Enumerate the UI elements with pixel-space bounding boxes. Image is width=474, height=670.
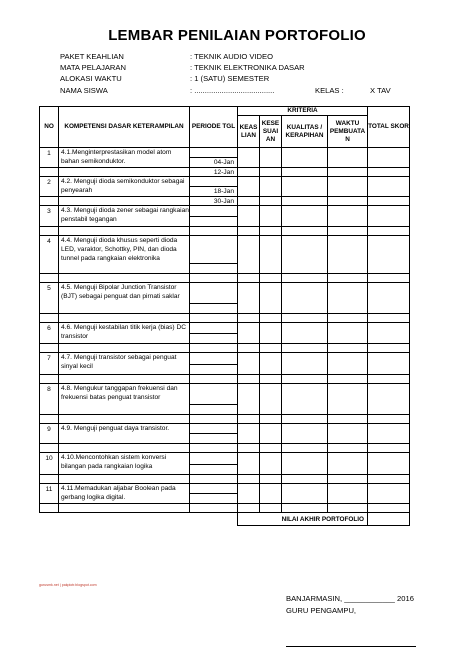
- score-cell[interactable]: [368, 197, 410, 206]
- score-cell[interactable]: [282, 353, 328, 375]
- row-number: [40, 274, 59, 283]
- score-cell[interactable]: [238, 424, 260, 444]
- table-row: [40, 197, 410, 206]
- competency-text: [59, 314, 190, 323]
- competency-text: 4.10.Mencontohkan sistem konversi bilangan pada rangkaian logika: [59, 453, 190, 475]
- competency-text: [59, 415, 190, 424]
- competency-text: 4.7. Menguji transistor sebagai penguat sinyal kecil: [59, 353, 190, 375]
- score-cell[interactable]: [282, 283, 328, 314]
- score-cell[interactable]: [260, 384, 282, 415]
- score-cell[interactable]: [328, 424, 368, 444]
- competency-text: [59, 475, 190, 484]
- score-cell[interactable]: [368, 323, 410, 344]
- header-total-skor: TOTAL SKOR: [368, 107, 410, 148]
- score-cell[interactable]: [282, 415, 328, 424]
- score-cell[interactable]: [260, 453, 282, 475]
- score-cell[interactable]: [328, 484, 368, 504]
- table-row: [40, 314, 410, 323]
- score-cell[interactable]: [238, 453, 260, 475]
- score-cell[interactable]: [328, 283, 368, 314]
- competency-text: 4.3. Menguji dioda zener sebagai rangkaian penstabil tegangan: [59, 206, 190, 227]
- table-row: [40, 177, 410, 187]
- score-cell[interactable]: [282, 197, 328, 206]
- row-number: [40, 375, 59, 384]
- score-cell[interactable]: [260, 274, 282, 283]
- period-date: [190, 177, 238, 187]
- paket-value: : TEKNIK AUDIO VIDEO: [190, 52, 273, 61]
- score-cell[interactable]: [282, 274, 328, 283]
- row-number: 9: [40, 424, 59, 444]
- final-row: [40, 513, 410, 526]
- score-cell[interactable]: [368, 415, 410, 424]
- score-cell[interactable]: [260, 227, 282, 236]
- competency-text: 4.4. Menguji dioda khusus seperti dioda LED, varaktor, Schottky, PIN, dan dioda tunnel pada rangkaian elektronika: [59, 236, 190, 274]
- table-row: [40, 168, 410, 177]
- table-row: [40, 424, 410, 434]
- alokasi-value: : 1 (SATU) SEMESTER: [190, 74, 270, 84]
- table-row: [40, 344, 410, 353]
- score-cell[interactable]: [282, 168, 328, 177]
- mapel-label: MATA PELAJARAN: [60, 63, 126, 73]
- period-date: [190, 264, 238, 274]
- header-periode: PERIODE TGL: [190, 107, 238, 148]
- competency-text: 4.2. Menguji dioda semikonduktor sebagai penyearah: [59, 177, 190, 197]
- table-row: [40, 484, 410, 494]
- nama-siswa-label: NAMA SISWA: [60, 85, 108, 95]
- score-cell[interactable]: [368, 177, 410, 197]
- score-cell[interactable]: [328, 353, 368, 375]
- score-cell[interactable]: [238, 197, 260, 206]
- header-waktu: WAKTU PEMBUATA N: [328, 116, 368, 148]
- row-number: 3: [40, 206, 59, 227]
- score-cell[interactable]: [238, 353, 260, 375]
- score-cell[interactable]: [238, 415, 260, 424]
- score-cell[interactable]: [282, 148, 328, 168]
- alokasi-label: ALOKASI WAKTU: [60, 74, 122, 84]
- score-cell[interactable]: [282, 453, 328, 475]
- portfolio-rows: [40, 148, 410, 526]
- score-cell[interactable]: [238, 283, 260, 314]
- row-number: [40, 444, 59, 453]
- score-cell[interactable]: [260, 444, 282, 453]
- period-date: [190, 353, 238, 365]
- score-cell[interactable]: [238, 227, 260, 236]
- table-row: [40, 148, 410, 158]
- score-cell[interactable]: [260, 168, 282, 177]
- row-number: 7: [40, 353, 59, 375]
- competency-text: 4.11.Memadukan aljabar Boolean pada gerbang logika digital.: [59, 484, 190, 504]
- period-date: [190, 323, 238, 334]
- table-row: [40, 353, 410, 365]
- footer-note: gurusmk.net | pakpiotr.blogspot.com: [39, 583, 97, 587]
- score-cell[interactable]: [368, 475, 410, 484]
- competency-text: 4.9. Menguji penguat daya transistor.: [59, 424, 190, 444]
- competency-text: [59, 444, 190, 453]
- score-cell[interactable]: [260, 375, 282, 384]
- table-row: [40, 206, 410, 217]
- score-cell[interactable]: [260, 353, 282, 375]
- table-row: [40, 504, 410, 513]
- score-cell[interactable]: [282, 484, 328, 504]
- final-score-cell[interactable]: [368, 513, 410, 526]
- period-date: [190, 304, 238, 314]
- row-number: 4: [40, 236, 59, 274]
- score-cell[interactable]: [282, 444, 328, 453]
- period-date: [190, 344, 238, 353]
- kelas-label: KELAS :: [315, 85, 344, 95]
- table-row: [40, 375, 410, 384]
- competency-text: [59, 227, 190, 236]
- score-cell[interactable]: [282, 344, 328, 353]
- score-cell[interactable]: [238, 177, 260, 197]
- header-no: NO: [40, 107, 59, 148]
- header-kompetensi: KOMPETENSI DASAR KETERAMPILAN: [59, 107, 190, 148]
- score-cell[interactable]: [328, 453, 368, 475]
- period-date: [190, 334, 238, 344]
- period-date: [190, 217, 238, 227]
- competency-text: 4.1.Menginterprestasikan model atom bahan semikonduktor.: [59, 148, 190, 168]
- score-cell[interactable]: [282, 504, 328, 513]
- table-row: [40, 323, 410, 334]
- score-cell[interactable]: [368, 148, 410, 168]
- score-cell[interactable]: [238, 444, 260, 453]
- competency-text: [59, 274, 190, 283]
- score-cell[interactable]: [238, 504, 260, 513]
- period-date: [190, 475, 238, 484]
- score-cell[interactable]: [260, 415, 282, 424]
- period-date: [190, 314, 238, 323]
- score-cell[interactable]: [260, 344, 282, 353]
- period-date: [190, 424, 238, 434]
- period-date: [190, 405, 238, 415]
- score-cell[interactable]: [260, 236, 282, 274]
- score-cell[interactable]: [368, 236, 410, 274]
- period-date: [190, 227, 238, 236]
- score-cell[interactable]: [328, 227, 368, 236]
- table-row: [40, 444, 410, 453]
- row-number: [40, 504, 59, 513]
- period-date: [190, 365, 238, 375]
- score-cell[interactable]: [260, 197, 282, 206]
- row-number: [40, 415, 59, 424]
- period-date: [190, 206, 238, 217]
- period-date: 30-Jan: [190, 197, 238, 206]
- score-cell[interactable]: [328, 236, 368, 274]
- period-date: [190, 415, 238, 424]
- score-cell[interactable]: [260, 206, 282, 227]
- score-cell[interactable]: [328, 475, 368, 484]
- score-cell[interactable]: [282, 236, 328, 274]
- row-number: [40, 344, 59, 353]
- competency-text: 4.8. Mengukur tanggapan frekuensi dan frekuensi batas penguat transistor: [59, 384, 190, 415]
- score-cell[interactable]: [368, 206, 410, 227]
- header-kualitas: KUALITAS / KERAPIHAN: [282, 116, 328, 148]
- table-row: [40, 384, 410, 405]
- score-cell[interactable]: [260, 177, 282, 197]
- score-cell[interactable]: [368, 283, 410, 314]
- score-cell[interactable]: [368, 424, 410, 444]
- score-cell[interactable]: [328, 148, 368, 168]
- place-date: BANJARMASIN, ____________ 2016: [286, 594, 414, 603]
- competency-text: [59, 168, 190, 177]
- competency-text: [59, 197, 190, 206]
- score-cell[interactable]: [260, 323, 282, 344]
- mapel-value: : TEKNIK ELEKTRONIKA DASAR: [190, 63, 305, 73]
- signature-line: [286, 646, 416, 647]
- header-kriteria: KRITERIA: [238, 107, 368, 116]
- competency-text: [59, 344, 190, 353]
- row-number: [40, 314, 59, 323]
- period-date: [190, 384, 238, 405]
- score-cell[interactable]: [368, 375, 410, 384]
- score-cell[interactable]: [260, 148, 282, 168]
- score-cell[interactable]: [282, 206, 328, 227]
- score-cell[interactable]: [328, 177, 368, 197]
- score-cell[interactable]: [282, 227, 328, 236]
- final-score-label: NILAI AKHIR PORTOFOLIO: [238, 513, 368, 526]
- score-cell[interactable]: [282, 475, 328, 484]
- row-number: 11: [40, 484, 59, 504]
- row-number: [40, 168, 59, 177]
- score-cell[interactable]: [282, 424, 328, 444]
- score-cell[interactable]: [368, 314, 410, 323]
- score-cell[interactable]: [260, 314, 282, 323]
- score-cell[interactable]: [238, 274, 260, 283]
- score-cell[interactable]: [238, 206, 260, 227]
- table-row: [40, 415, 410, 424]
- score-cell[interactable]: [260, 283, 282, 314]
- competency-text: 4.5. Menguji Bipolar Junction Transistor (BJT) sebagai penguat dan pirnati saklar: [59, 283, 190, 314]
- page-title: LEMBAR PENILAIAN PORTOFOLIO: [108, 27, 366, 44]
- score-cell[interactable]: [238, 344, 260, 353]
- score-cell[interactable]: [368, 453, 410, 475]
- table-row: [40, 236, 410, 264]
- score-cell[interactable]: [282, 314, 328, 323]
- row-number: 5: [40, 283, 59, 314]
- score-cell[interactable]: [328, 206, 368, 227]
- period-date: [190, 434, 238, 444]
- score-cell[interactable]: [368, 227, 410, 236]
- row-number: 6: [40, 323, 59, 344]
- competency-text: [59, 504, 190, 513]
- row-number: 2: [40, 177, 59, 197]
- score-cell[interactable]: [368, 344, 410, 353]
- table-row: [40, 283, 410, 304]
- score-cell[interactable]: [282, 177, 328, 197]
- score-cell[interactable]: [368, 444, 410, 453]
- score-cell[interactable]: [328, 415, 368, 424]
- score-cell[interactable]: [238, 375, 260, 384]
- score-cell[interactable]: [328, 168, 368, 177]
- score-cell[interactable]: [238, 323, 260, 344]
- score-cell[interactable]: [368, 274, 410, 283]
- portfolio-table: [39, 106, 410, 526]
- competency-text: 4.6. Menguji kestabilan titik kerja (bias) DC transistor: [59, 323, 190, 344]
- paket-label: PAKET KEAHLIAN: [60, 52, 124, 61]
- score-cell[interactable]: [368, 353, 410, 375]
- row-number: 10: [40, 453, 59, 475]
- period-date: [190, 504, 238, 513]
- guru-pengampu-label: GURU PENGAMPU,: [286, 606, 357, 615]
- row-number: 8: [40, 384, 59, 415]
- header-kesesuaian: KESE SUAI AN: [260, 116, 282, 148]
- period-date: 12-Jan: [190, 168, 238, 177]
- score-cell[interactable]: [238, 484, 260, 504]
- period-date: [190, 274, 238, 283]
- table-row: [40, 453, 410, 465]
- score-cell[interactable]: [238, 168, 260, 177]
- period-date: 04-Jan: [190, 158, 238, 168]
- period-date: [190, 444, 238, 453]
- table-row: [40, 227, 410, 236]
- row-number: [40, 197, 59, 206]
- period-date: [190, 494, 238, 504]
- header-keaslian: KEAS LIAN: [238, 116, 260, 148]
- kelas-value: X TAV: [370, 85, 391, 95]
- score-cell[interactable]: [328, 314, 368, 323]
- score-cell[interactable]: [328, 274, 368, 283]
- period-date: [190, 236, 238, 264]
- score-cell[interactable]: [328, 375, 368, 384]
- row-number: [40, 227, 59, 236]
- period-date: 18-Jan: [190, 187, 238, 197]
- score-cell[interactable]: [368, 384, 410, 415]
- period-date: [190, 375, 238, 384]
- score-cell[interactable]: [260, 504, 282, 513]
- blank-cell: [40, 513, 238, 526]
- score-cell[interactable]: [238, 148, 260, 168]
- score-cell[interactable]: [368, 484, 410, 504]
- score-cell[interactable]: [328, 444, 368, 453]
- score-cell[interactable]: [328, 504, 368, 513]
- score-cell[interactable]: [238, 314, 260, 323]
- row-number: 1: [40, 148, 59, 168]
- score-cell[interactable]: [260, 475, 282, 484]
- score-cell[interactable]: [282, 375, 328, 384]
- period-date: [190, 484, 238, 494]
- score-cell[interactable]: [260, 484, 282, 504]
- table-row: [40, 475, 410, 484]
- score-cell[interactable]: [282, 384, 328, 415]
- period-date: [190, 453, 238, 465]
- score-cell[interactable]: [328, 344, 368, 353]
- score-cell[interactable]: [238, 475, 260, 484]
- score-cell[interactable]: [328, 323, 368, 344]
- score-cell[interactable]: [328, 384, 368, 415]
- score-cell[interactable]: [328, 197, 368, 206]
- score-cell[interactable]: [238, 236, 260, 274]
- score-cell[interactable]: [368, 168, 410, 177]
- score-cell[interactable]: [260, 424, 282, 444]
- score-cell[interactable]: [238, 384, 260, 415]
- score-cell[interactable]: [282, 323, 328, 344]
- period-date: [190, 148, 238, 158]
- table-row: [40, 274, 410, 283]
- score-cell[interactable]: [368, 504, 410, 513]
- period-date: [190, 283, 238, 304]
- row-number: [40, 475, 59, 484]
- competency-text: [59, 375, 190, 384]
- period-date: [190, 465, 238, 475]
- nama-siswa-value: : ......................................: [190, 85, 275, 95]
